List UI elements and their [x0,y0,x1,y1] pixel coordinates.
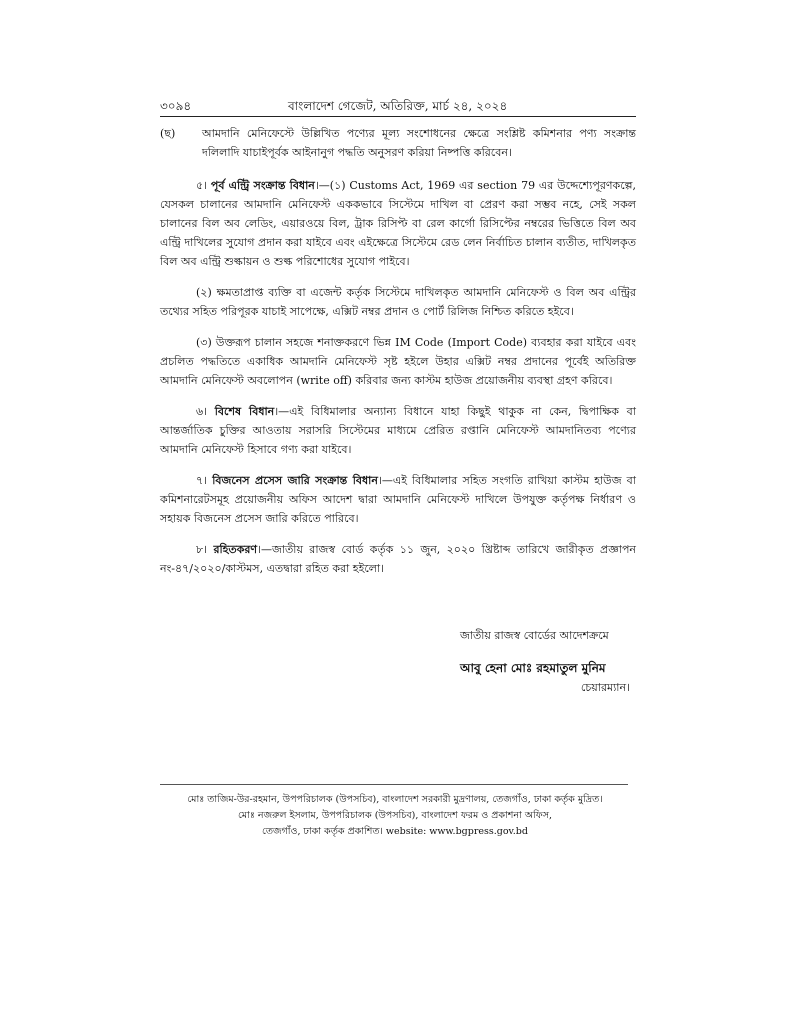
section-number: ৬। [196,405,208,418]
section-title: পূর্ব এন্ট্রি সংক্রান্ত বিধান [210,179,315,192]
section-5-subclause-3: (৩) উক্তরূপ চালান সহজে শনাক্তকরণে ভিন্ন IM Code (Import Code) ব্যবহার করা যাইবে এবং প্রচলিত পদ্ধতিতে একাধিক আমদানি মেনিফেস্ট সৃষ্ট হইলে উহার এক্সিট নম্বর প্রদানের পূর্বেই অতিরিক্ত আমদানি মেনিফেস্ট অবলোপন (write off) করিবার জন্য কাস্টম হাউজ প্রয়োজনীয় ব্যবস্থা গ্রহণ করিবে। [160,336,636,387]
section-8 [160,540,636,578]
section-title: বিজনেস প্রসেস জারি সংক্রান্ত বিধান [212,474,378,487]
footer-divider [160,784,628,785]
section-5-subclause-1: (১) Customs Act, 1969 এর section 79 এর উদ্দেশ্যেপূরণকল্পে, যেসকল চালানের আমদানি মেনিফেস্ট এককভাবে সিস্টেমে দাখিল বা প্রেরণ করা সম্ভব নহে, সেই সকল চালানের বিল অব লেডিং, এয়ারওয়ে বিল, ট্রাক রিসিপ্ট বা রেল কার্গো রিসিপ্টের নম্বরের ভিত্তিতে বিল অব এন্ট্রি দাখিলের সুযোগ প্রদান করা যাইবে এবং এইক্ষেত্রে সিস্টেমে রেড লেন নির্বাচিত চালান ব্যতীত, দাখিলকৃত বিল অব এন্ট্রি শুল্কায়ন ও শুল্ক পরিশোধের সুযোগ পাইবে। [160,179,636,268]
header-divider [160,116,636,117]
section-5-subclause-2: (২) ক্ষমতাপ্রাপ্ত ব্যক্তি বা এজেন্ট কর্তৃক সিস্টেমে দাখিলকৃত আমদানি মেনিফেস্ট ও বিল অব এন্ট্রির তথ্যের সহিত পরিপূরক যাচাই সাপেক্ষে, এক্সিট নম্বর প্রদান ও পোর্ট রিলিজ নিশ্চিত করিতে হইবে। [160,286,636,318]
section-5 [160,176,636,271]
section-title: রহিতকরণ [213,543,258,556]
section-7 [160,471,636,528]
section-number: ৫। [196,179,208,192]
section-title: বিশেষ বিধান [214,405,275,418]
clause-label: (ছ) [160,127,176,140]
section-number: ৮। [196,543,208,556]
signatory-name: আবু হেনা মোঃ রহমাতুল মুনিম [460,661,606,675]
footer-line-website: তেজগাঁও, ঢাকা কর্তৃক প্রকাশিত। website: www.bgpress.gov.bd [262,826,528,837]
section-number: ৭। [196,474,208,487]
section-text: ।—এই বিধিমালার সহিত সংগতি রাখিয়া কাস্টম হাউজ বা কমিশনারেটসমূহ প্রয়োজনীয় অফিস আদেশ দ্বারা আমদানি মেনিফেস্ট দাখিলে উপযুক্ত কর্তৃপক্ষ নির্ধারণ ও সহায়ক বিজনেস প্রসেস জারি করিতে পারিবে। [160,474,636,525]
page-number: ৩০৯৪ [160,99,192,113]
signature-block [460,626,650,698]
imprint-footer [160,792,630,840]
clause-chha [160,124,636,162]
footer-line-printed: মোঃ তাজিম-উর-রহমান, উপপরিচালক (উপসচিব), বাংলাদেশ সরকারী মুদ্রণালয়, তেজগাঁও, ঢাকা কর্তৃক মুদ্রিত। [187,794,603,805]
footer-line-published: মোঃ নজরুল ইসলাম, উপপরিচালক (উপসচিব), বাংলাদেশ ফরম ও প্রকাশনা অফিস, [237,810,553,821]
document-body [160,124,636,590]
clause-text: আমদানি মেনিফেস্টে উল্লিখিত পণ্যের মূল্য সংশোধনের ক্ষেত্রে সংশ্লিষ্ট কমিশনার পণ্য সংক্রান্ত দলিলাদি যাচাইপূর্বক আইনানুগ পদ্ধতি অনুসরণ করিয়া নিষ্পত্তি করিবেন। [202,127,636,159]
section-dash: ।— [314,179,330,192]
section-6 [160,402,636,459]
order-line: জাতীয় রাজস্ব বোর্ডের আদেশক্রমে [460,629,609,642]
gazette-title: বাংলাদেশ গেজেট, অতিরিক্ত, মার্চ ২৪, ২০২৪ [288,99,508,113]
section-text: ।—জাতীয় রাজস্ব বোর্ড কর্তৃক ১১ জুন, ২০২০ খ্রিষ্টাব্দ তারিখে জারীকৃত প্রজ্ঞাপন নং-৪৭/২০২০/কাস্টমস, এতদ্বারা রহিত করা হইলো। [160,543,636,575]
signatory-designation: চেয়ারম্যান। [580,681,630,694]
page-header [160,98,640,118]
section-text: ।—এই বিধিমালার অন্যান্য বিধানে যাহা কিছুই থাকুক না কেন, দ্বিপাক্ষিক বা আন্তর্জাতিক চুক্তির আওতায় সরাসরি সিস্টেমের মাধ্যমে প্রেরিত রপ্তানি মেনিফেস্ট আমদানিতব্য পণ্যের আমদানি মেনিফেস্ট হিসাবে গণ্য করা যাইবে। [160,405,636,456]
